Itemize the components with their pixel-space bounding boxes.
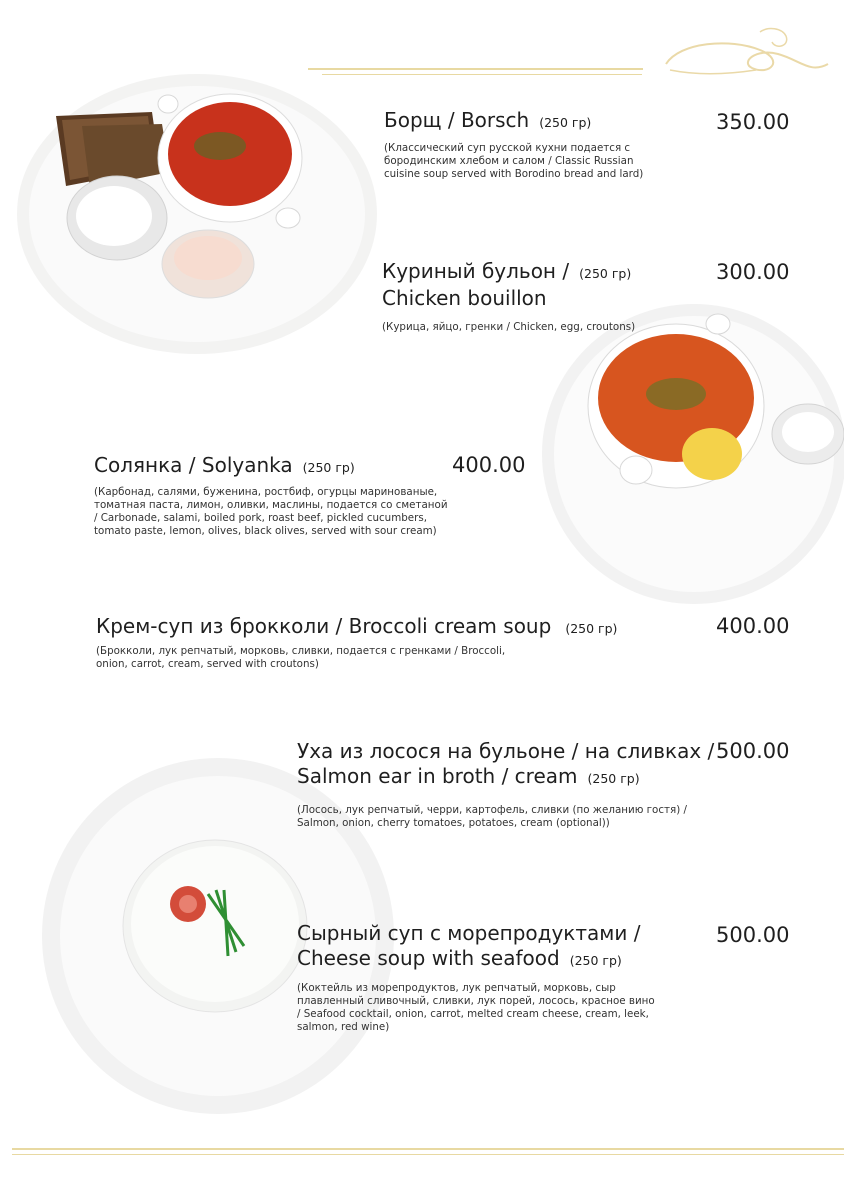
item-title-line: Солянка / Solyanka <box>94 453 293 477</box>
item-weight: (250 гр) <box>569 953 622 968</box>
desc-line: Salmon, onion, cherry tomatoes, potatoes, cream (optional)) <box>297 817 610 829</box>
desc-line: cuisine soup served with Borodino bread and lard) <box>384 168 644 180</box>
item-title-line: Chicken bouillon <box>382 286 547 310</box>
item-description <box>384 142 643 181</box>
desc-line: tomato paste, lemon, olives, black olives, served with sour cream) <box>94 525 437 537</box>
desc-line: / Seafood cocktail, onion, carrot, melted cream cheese, cream, leek, <box>297 1008 649 1020</box>
footer-rule-top <box>12 1148 844 1150</box>
item-title-line: Крем-суп из брокколи / Broccoli cream soup <box>96 614 552 638</box>
desc-line: плавленный сливочный, сливки, лук порей, лосось, красное вино <box>297 995 655 1007</box>
item-title-line: Уха из лосося на бульоне / на сливках / <box>297 739 715 763</box>
item-description <box>382 321 635 334</box>
item-weight: (250 гр) <box>302 460 355 475</box>
menu-item-title <box>384 108 591 135</box>
item-price: 350.00 <box>716 110 790 134</box>
desc-line: salmon, red wine) <box>297 1021 390 1033</box>
item-title-line: Сырный суп с морепродуктами / <box>297 921 641 945</box>
menu-item-title <box>382 259 631 311</box>
desc-line: onion, carrot, cream, served with croutons) <box>96 658 319 670</box>
item-title-line: Salmon ear in broth / cream <box>297 764 578 788</box>
item-weight: (250 гр) <box>579 266 632 281</box>
item-description <box>96 645 505 671</box>
item-price: 400.00 <box>716 614 790 638</box>
flourish-ornament <box>660 24 832 84</box>
desc-line: (Лосось, лук репчатый, черри, картофель, сливки (по желанию гостя) / <box>297 804 687 816</box>
item-description <box>94 486 448 538</box>
item-price: 400.00 <box>452 453 526 477</box>
item-price: 500.00 <box>716 923 790 947</box>
item-title-line: Борщ / Borsch <box>384 108 530 132</box>
item-price: 500.00 <box>716 739 790 763</box>
desc-line: (Курица, яйцо, гренки / Chicken, egg, croutons) <box>382 321 636 333</box>
item-weight: (250 гр) <box>565 621 618 636</box>
desc-line: бородинским хлебом и салом / Classic Russian <box>384 155 634 167</box>
item-weight: (250 гр) <box>587 771 640 786</box>
desc-line: (Карбонад, салями, буженина, ростбиф, огурцы маринованые, <box>94 486 438 498</box>
item-title-line: Cheese soup with seafood <box>297 946 560 970</box>
menu-item-title <box>96 614 617 641</box>
item-description <box>297 982 655 1034</box>
solyanka-photo <box>526 294 844 610</box>
item-weight: (250 гр) <box>539 115 592 130</box>
menu-item-title <box>297 921 640 973</box>
menu-item-title <box>94 453 355 480</box>
desc-line: / Carbonade, salami, boiled pork, roast beef, pickled cucumbers, <box>94 512 427 524</box>
item-description <box>297 804 687 830</box>
item-title-line: Куриный бульон / <box>382 259 570 283</box>
desc-line: (Брокколи, лук репчатый, морковь, сливки, подается с гренками / Broccoli, <box>96 645 506 657</box>
borsch-photo <box>12 68 382 360</box>
desc-line: (Классический суп русской кухни подается с <box>384 142 631 154</box>
menu-item-title <box>297 739 714 791</box>
desc-line: (Коктейль из морепродуктов, лук репчатый, морковь, сыр <box>297 982 616 994</box>
footer-rule-bottom <box>12 1154 844 1155</box>
item-price: 300.00 <box>716 260 790 284</box>
desc-line: томатная паста, лимон, оливки, маслины, подается со сметаной <box>94 499 448 511</box>
